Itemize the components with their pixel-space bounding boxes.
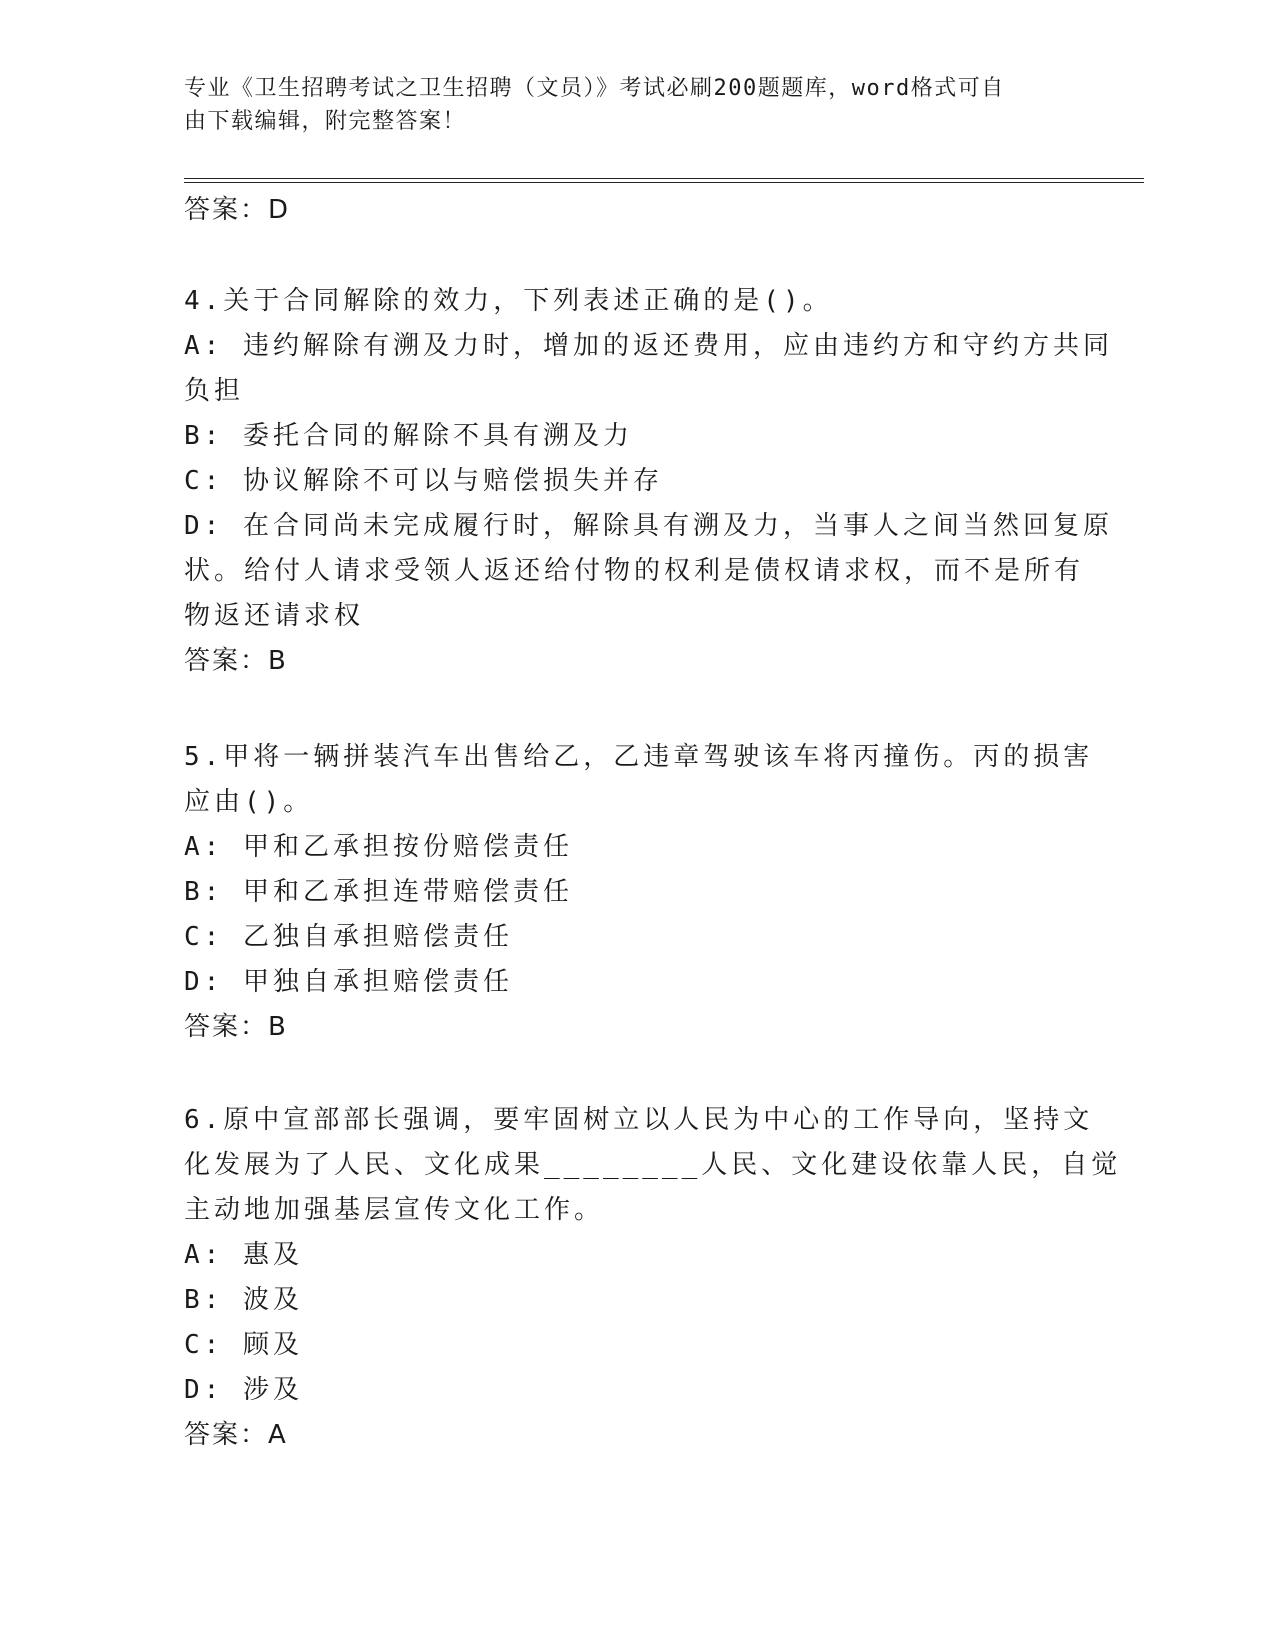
option-c: C: 顾及	[184, 1330, 303, 1360]
option-b: B: 甲和乙承担连带赔偿责任	[184, 877, 573, 907]
option-d-continued: 状。给付人请求受领人返还给付物的权利是债权请求权，而不是所有	[184, 556, 1085, 586]
page-header	[184, 72, 1064, 138]
question-text-continued: 应由()。	[184, 787, 314, 817]
answer-label: 答案：A	[184, 1420, 288, 1450]
question-text: 5.甲将一辆拼装汽车出售给乙，乙违章驾驶该车将丙撞伤。丙的损害	[184, 742, 1094, 772]
option-d: D: 在合同尚未完成履行时，解除具有溯及力，当事人之间当然回复原	[184, 511, 1113, 541]
option-d-continued: 物返还请求权	[184, 601, 365, 631]
option-b: B: 委托合同的解除不具有溯及力	[184, 421, 633, 451]
header-line-2: 由下载编辑，附完整答案！	[184, 109, 467, 134]
question-5	[184, 735, 1094, 1050]
answer-label: 答案：B	[184, 1012, 288, 1042]
question-6	[184, 1098, 1122, 1458]
option-a: A: 甲和乙承担按份赔偿责任	[184, 832, 573, 862]
header-line-1: 专业《卫生招聘考试之卫生招聘（文员）》考试必刷200题题库，word格式可自	[184, 76, 1005, 101]
option-b: B: 波及	[184, 1285, 303, 1315]
previous-question-answer	[184, 188, 1084, 233]
question-text-continued: 化发展为了人民、文化成果________人民、文化建设依靠人民，自觉	[184, 1150, 1122, 1180]
option-a-continued: 负担	[184, 376, 245, 406]
answer-label: 答案：B	[184, 646, 288, 676]
option-c: C: 协议解除不可以与赔偿损失并存	[184, 466, 663, 496]
answer-label: 答案：D	[184, 195, 291, 225]
header-divider	[184, 178, 1144, 183]
option-d: D: 涉及	[184, 1375, 303, 1405]
option-a: A: 违约解除有溯及力时，增加的返还费用，应由违约方和守约方共同	[184, 331, 1113, 361]
question-text: 6.原中宣部部长强调，要牢固树立以人民为中心的工作导向，坚持文	[184, 1105, 1094, 1135]
question-text: 4.关于合同解除的效力，下列表述正确的是()。	[184, 286, 833, 316]
option-d: D: 甲独自承担赔偿责任	[184, 967, 513, 997]
option-a: A: 惠及	[184, 1240, 303, 1270]
question-text-continued: 主动地加强基层宣传文化工作。	[184, 1195, 605, 1225]
question-4	[184, 279, 1113, 684]
option-c: C: 乙独自承担赔偿责任	[184, 922, 513, 952]
